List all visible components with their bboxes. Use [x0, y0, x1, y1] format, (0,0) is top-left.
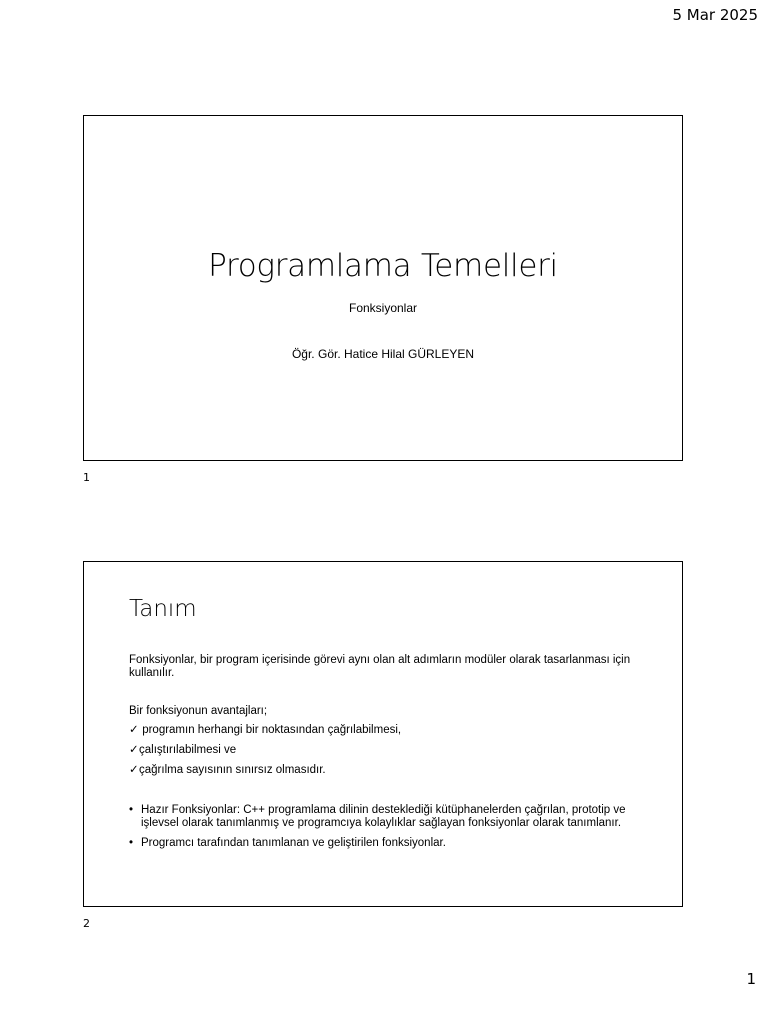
checkmark-icon: ✓ — [129, 744, 139, 756]
advantage-text: programın herhangi bir noktasından çağrılabilmesi, — [139, 724, 402, 736]
slide-1-title: Programlama Temelleri — [208, 248, 558, 284]
checkmark-icon: ✓ — [129, 764, 139, 776]
advantages-title: Bir fonksiyonun avantajları; — [129, 705, 268, 717]
bullet-item — [129, 837, 649, 850]
slide-1-number: 1 — [83, 471, 90, 484]
bullet-icon: • — [129, 804, 134, 816]
advantage-text: çağrılma sayısının sınırsız olmasıdır. — [139, 764, 326, 776]
slide-1 — [83, 115, 683, 461]
slide-1-author: Öğr. Gör. Hatice Hilal GÜRLEYEN — [291, 347, 475, 361]
page-date: 5 Mar 2025 — [672, 6, 758, 24]
advantage-text: çalıştırılabilmesi ve — [139, 744, 237, 756]
advantage-item — [129, 744, 649, 757]
slide-2-body — [129, 654, 649, 857]
bullet-item — [129, 804, 649, 830]
slide-2-title: Tanım — [129, 596, 197, 622]
page-number: 1 — [746, 970, 756, 988]
definition-text: Fonksiyonlar, bir program içerisinde görevi aynı olan alt adımların modüler olarak tasarlanması için kullanılır. — [129, 654, 631, 679]
slide-2-number: 2 — [83, 917, 90, 930]
checkmark-icon: ✓ — [129, 724, 139, 736]
advantage-item — [129, 764, 649, 777]
advantage-item — [129, 724, 649, 737]
bullet-text: Programcı tarafından tanımlanan ve geliştirilen fonksiyonlar. — [141, 837, 446, 849]
bullet-icon: • — [129, 837, 134, 849]
slide-2 — [83, 561, 683, 907]
bullet-text: Hazır Fonksiyonlar: C++ programlama dilinin desteklediği kütüphanelerden çağrılan, prototip ve işlevsel olarak tanımlanmış ve programcıya kolaylıklar sağlayan fonksiyonlar olarak tanımlanır. — [141, 804, 626, 829]
slide-1-subtitle: Fonksiyonlar — [348, 301, 418, 315]
bullet-list — [129, 804, 649, 850]
